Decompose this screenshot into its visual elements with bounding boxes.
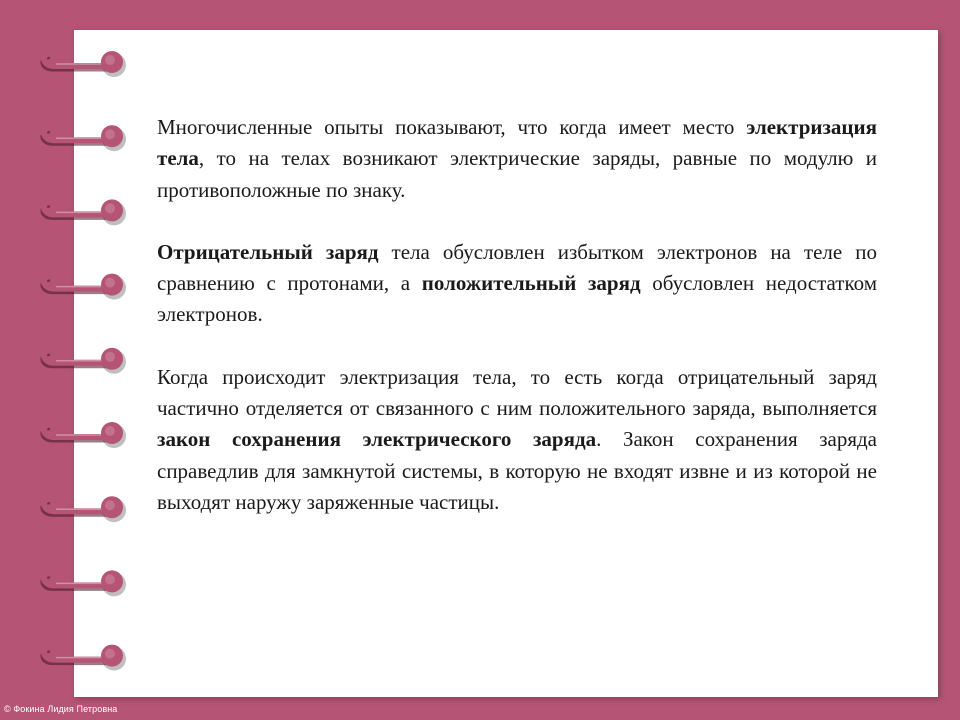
paragraph-conservation-law [157,362,877,518]
term-conservation-law: закон сохранения электрического заряда [157,427,597,452]
paragraph-electrization [157,112,877,206]
spiral-binding-ring-icon [42,274,126,300]
spiral-binding-ring-icon [42,645,126,671]
spiral-binding-ring-icon [42,125,126,151]
paragraph-text: Многочисленные опыты показывают, что когда имеет место [157,115,747,139]
term-negative-charge: Отрицательный заряд [157,239,379,264]
spiral-binding-ring-icon [42,422,126,448]
spiral-binding [0,0,140,720]
spiral-binding-ring-icon [42,51,126,77]
paragraph-text: обусловлен недостатком электронов. [157,271,877,327]
paragraph-text: тела обусловлен избытком электронов на теле по сравнению с протонами, а [157,239,877,296]
paragraph-text: . Закон сохранения заряда справедлив для замкнутой системы, в которую не входят извне и из которой не выходят наружу заряженные частицы. [157,427,877,514]
spiral-binding-ring-icon [42,348,126,374]
spiral-binding-ring-icon [42,199,126,225]
copyright-footer: © Фокина Лидия Петровна [4,704,118,714]
term-positive-charge: положительный заряд [421,271,641,296]
term-electrization: электризация тела [157,115,877,171]
spiral-binding-ring-icon [42,570,126,596]
spiral-binding-ring-icon [42,496,126,522]
text-content [157,112,877,549]
paragraph-text: , то на телах возникают электрические заряды, равные по модулю и противоположные по знаку. [157,146,877,202]
paragraph-charges [157,237,877,331]
paragraph-text: Когда происходит электризация тела, то есть когда отрицательный заряд частично отделяется от связанного с ним положительного заряда, выполняется [157,364,877,421]
